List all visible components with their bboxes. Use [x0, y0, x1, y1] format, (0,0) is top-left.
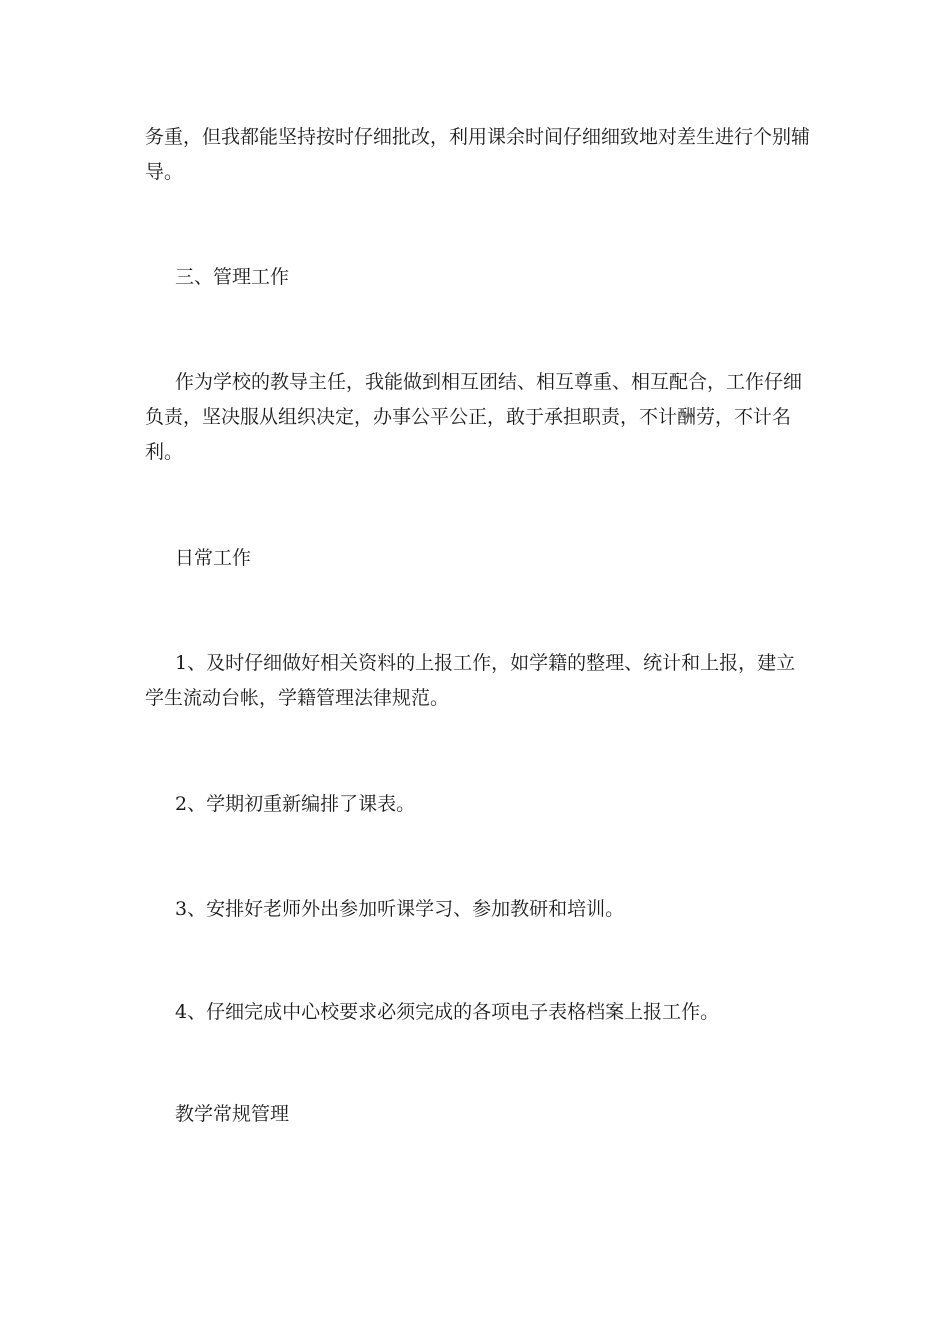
paragraph-continued: 务重，但我都能坚持按时仔细批改，利用课余时间仔细细致地对差生进行个别辅导。 [145, 126, 811, 183]
paragraph-management-role: 作为学校的教导主任，我能做到相互团结、相互尊重、相互配合，工作仔细负责，坚决服从组织决定，办事公平公正，敢于承担职责，不计酬劳，不计名利。 [145, 371, 803, 463]
list-item-1: 1、及时仔细做好相关资料的上报工作，如学籍的整理、统计和上报，建立学生流动台帐，学籍管理法律规范。 [145, 652, 796, 709]
subheading-teaching-routine: 教学常规管理 [175, 1103, 290, 1125]
list-item-3: 3、安排好老师外出参加听课学习、参加教研和培训。 [175, 898, 625, 920]
list-item-4: 4、仔细完成中心校要求必须完成的各项电子表格档案上报工作。 [175, 1001, 720, 1023]
list-item-2: 2、学期初重新编排了课表。 [175, 793, 416, 815]
section-heading-management: 三、管理工作 [175, 266, 290, 288]
subheading-daily-work: 日常工作 [175, 547, 252, 569]
